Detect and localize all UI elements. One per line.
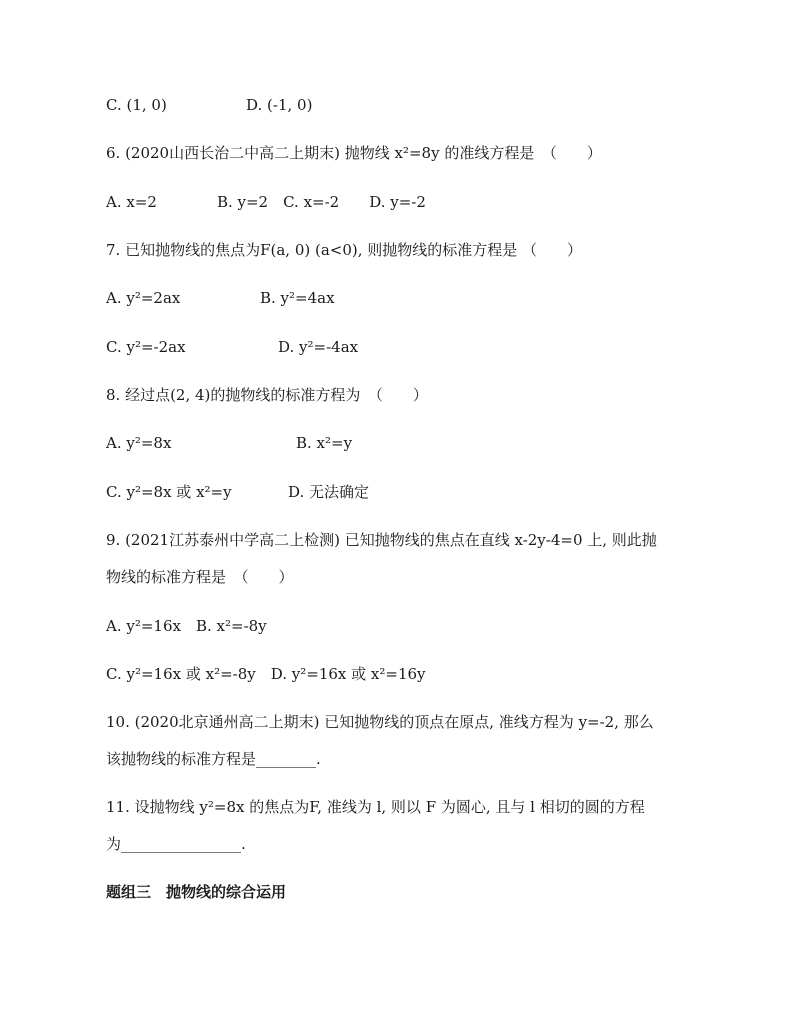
q10-line1: 10. (2020北京通州高二上期末) 已知抛物线的顶点在原点, 准线方程为 y=-2, 那么 bbox=[106, 713, 654, 731]
q7-option-a: A. y²=2ax bbox=[106, 289, 181, 307]
q6-options: A. x=2 B. y=2 C. x=-2 D. y=-2 bbox=[106, 193, 426, 211]
section-heading: 题组三 抛物线的综合运用 bbox=[106, 883, 287, 901]
q7-option-d: D. y²=-4ax bbox=[278, 338, 359, 356]
q8-option-b: B. x²=y bbox=[296, 434, 353, 452]
q10-line2: 该抛物线的标准方程是________. bbox=[106, 750, 321, 768]
q8-option-d: D. 无法确定 bbox=[288, 483, 370, 501]
q6-stem: 6. (2020山西长治二中高二上期末) 抛物线 x²=8y 的准线方程是 （ ） bbox=[106, 144, 602, 162]
q7-option-c: C. y²=-2ax bbox=[106, 338, 186, 356]
q9-options-cd: C. y²=16x 或 x²=-8y D. y²=16x 或 x²=16y bbox=[106, 665, 426, 683]
q9-stem-line2: 物线的标准方程是 （ ） bbox=[106, 568, 294, 586]
q7-stem: 7. 已知抛物线的焦点为F(a, 0) (a<0), 则抛物线的标准方程是 （ ） bbox=[106, 241, 583, 259]
q5-option-d: D. (-1, 0) bbox=[246, 96, 313, 114]
q7-option-b: B. y²=4ax bbox=[260, 289, 335, 307]
q8-option-c: C. y²=8x 或 x²=y bbox=[106, 483, 232, 501]
q8-stem: 8. 经过点(2, 4)的抛物线的标准方程为 （ ） bbox=[106, 386, 428, 404]
q5-option-c: C. (1, 0) bbox=[106, 96, 167, 114]
q9-stem-line1: 9. (2021江苏泰州中学高二上检测) 已知抛物线的焦点在直线 x-2y-4=0 上, 则此抛 bbox=[106, 531, 657, 549]
q8-option-a: A. y²=8x bbox=[106, 434, 172, 452]
q11-line2: 为________________. bbox=[106, 835, 246, 853]
q9-options-ab: A. y²=16x B. x²=-8y bbox=[106, 617, 267, 635]
q11-line1: 11. 设抛物线 y²=8x 的焦点为F, 准线为 l, 则以 F 为圆心, 且与 l 相切的圆的方程 bbox=[106, 798, 645, 816]
